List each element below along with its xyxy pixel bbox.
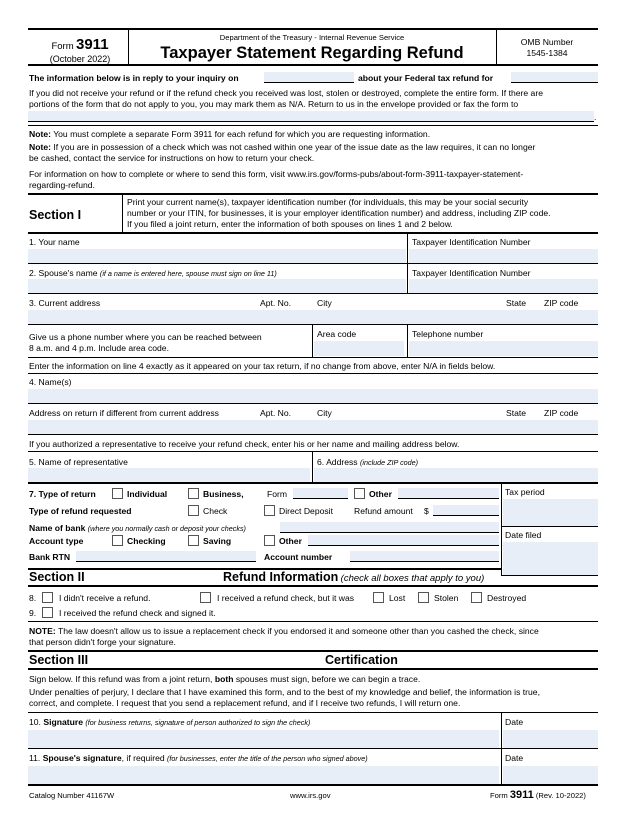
destroyed-label: Destroyed xyxy=(487,593,527,603)
note-1-text: You must complete a separate Form 3911 for each refund for which you are requesting information. xyxy=(53,129,431,139)
city-2-label: City xyxy=(317,408,332,418)
phone-instr-2: 8 a.m. and 4 p.m. Include area code. xyxy=(29,343,169,353)
line-6-text: 6. Address xyxy=(317,457,358,467)
form-word: Form xyxy=(51,41,74,52)
rep-name-field[interactable] xyxy=(28,468,310,482)
refund-amount-field[interactable] xyxy=(433,505,499,516)
bank-name-note: (where you normally cash or deposit your checks) xyxy=(87,524,246,533)
divider-rep xyxy=(312,452,313,482)
certification-heading: Certification xyxy=(325,653,398,667)
rule-line-4-instr xyxy=(28,373,598,374)
note-2-line-1: If you are in possession of a check which was not cashed within one year of the issue date as the law requires, it can no longer xyxy=(53,142,536,152)
spouse-name-field[interactable] xyxy=(28,279,406,293)
rule-phone xyxy=(28,357,598,358)
form-date: (October 2022) xyxy=(49,53,111,64)
rule-return-address xyxy=(28,434,598,435)
section-2-note-line-1: The law doesn't allow us to issue a replacement check if you endorsed it and someone other than you cashed the check, since xyxy=(57,626,539,636)
omb-number: 1545-1384 xyxy=(526,47,568,58)
rule-date-filed xyxy=(501,575,598,576)
tin-2-field[interactable] xyxy=(409,279,598,293)
refund-check-problem-label: I received a refund check, but it was xyxy=(217,593,355,603)
footer-form-id xyxy=(490,789,586,803)
rep-address-field[interactable] xyxy=(314,468,598,482)
checking-label: Checking xyxy=(127,536,166,546)
area-code-field[interactable] xyxy=(314,341,404,356)
perjury-line-2: correct, and complete. I request that you send a replacement refund, and if I receive two refunds, I will return one. xyxy=(29,698,461,708)
section-1-instr-1: Print your current name(s), taxpayer identification number (for individuals, this may be your social security xyxy=(127,197,529,207)
other-account-label: Other xyxy=(279,536,302,546)
tax-period-label: Tax period xyxy=(505,487,545,497)
line-10-note: (for business returns, signature of person authorized to sign the check) xyxy=(85,718,311,727)
form-title: Taxpayer Statement Regarding Refund xyxy=(160,44,464,62)
divider-line-7 xyxy=(501,483,502,576)
refund-info-note: (check all boxes that apply to you) xyxy=(340,573,485,584)
fax-number-field[interactable] xyxy=(28,111,597,122)
spouse-signature-field[interactable] xyxy=(28,766,499,784)
account-number-field[interactable] xyxy=(350,551,499,562)
omb-block xyxy=(496,37,598,58)
date-1-label: Date xyxy=(505,717,524,727)
bank-name-text: Name of bank xyxy=(29,523,86,533)
business-label: Business, xyxy=(203,489,244,499)
line-8-num: 8. xyxy=(29,593,37,603)
section-2-note-line-2: that person didn't forge your signature. xyxy=(29,637,176,647)
header-bottom-rule xyxy=(28,64,598,66)
signed-check-checkbox[interactable] xyxy=(42,607,53,618)
rule-line-10 xyxy=(28,748,598,749)
line-7-label: 7. Type of return xyxy=(29,489,96,499)
section-3-top-rule xyxy=(28,650,598,652)
your-name-field[interactable] xyxy=(28,249,406,263)
other-account-field[interactable] xyxy=(308,535,499,546)
no-refund-label: I didn't receive a refund. xyxy=(59,593,151,603)
section-2-title: Section II xyxy=(29,570,85,584)
line-11-num: 11. xyxy=(29,753,41,763)
section-1-top-rule xyxy=(28,193,598,195)
section-1-instr-2: number or your ITIN, for businesses, it is your employer identification number) and address, including ZIP code. xyxy=(127,208,551,218)
divider-telephone xyxy=(407,325,408,357)
inquiry-date-field[interactable] xyxy=(264,72,354,83)
bank-rtn-field[interactable] xyxy=(76,551,256,562)
telephone-field[interactable] xyxy=(409,341,598,356)
rule-line-3 xyxy=(28,324,598,325)
form-id-block xyxy=(40,36,120,65)
form-number: 3911 xyxy=(76,36,109,53)
stolen-label: Stolen xyxy=(434,593,459,603)
section-2-note-label: NOTE: xyxy=(29,626,56,636)
note-2-line-2: be cashed, contact the service for instructions on how to return your check. xyxy=(29,153,315,163)
line-1-label: 1. Your name xyxy=(29,237,80,247)
reply-mid: about your Federal tax refund for xyxy=(358,73,494,83)
line-2-label xyxy=(29,268,277,279)
rule-line-9 xyxy=(28,621,598,622)
line-6-note: (include ZIP code) xyxy=(360,458,419,467)
check-checkbox[interactable] xyxy=(188,505,199,516)
footer-form-word: Form xyxy=(490,791,508,800)
reply-lead: The information below is in reply to your inquiry on xyxy=(29,73,239,83)
intro-para-line-2: portions of the form that do not apply to you, you may mark them as N/A. Return to us in the envelope provided or fax the form to xyxy=(29,99,519,109)
note-2 xyxy=(29,142,535,153)
saving-checkbox[interactable] xyxy=(188,535,199,546)
perjury-line-1: Under penalties of perjury, I declare that I have examined this form, and to the best of my knowledge and belief, the information is true, xyxy=(29,687,540,697)
refund-info-heading: Refund Information xyxy=(223,570,339,584)
section-3-header-rule xyxy=(28,668,598,670)
return-names-field[interactable] xyxy=(28,389,598,403)
line-11-mid: , if required xyxy=(121,753,165,763)
rule-tax-period xyxy=(501,526,598,527)
sign-instr xyxy=(29,674,420,685)
date-1-field[interactable] xyxy=(503,730,598,748)
state-label: State xyxy=(506,298,527,308)
rule-intro xyxy=(28,125,598,126)
lost-checkbox[interactable] xyxy=(373,592,384,603)
other-return-label: Other xyxy=(369,489,392,499)
date-filed-field[interactable] xyxy=(503,542,598,575)
line-6-label xyxy=(317,457,418,468)
rule-line-6 xyxy=(28,482,598,484)
zip-label: ZIP code xyxy=(544,298,579,308)
line-11-note: (for businesses, enter the title of the person who signed above) xyxy=(167,754,368,763)
line-11-label xyxy=(29,753,368,764)
phone-instr-1: Give us a phone number where you can be reached between xyxy=(29,332,262,342)
other-account-checkbox[interactable] xyxy=(264,535,275,546)
bank-rtn-label: Bank RTN xyxy=(29,552,71,562)
state-2-label: State xyxy=(506,408,527,418)
check-label: Check xyxy=(203,506,228,516)
section-2-header-rule xyxy=(28,585,598,587)
rule-line-2 xyxy=(28,293,598,294)
signed-check-label: I received the refund check and signed it. xyxy=(59,608,216,618)
form-label: Form xyxy=(267,489,288,499)
top-rule xyxy=(28,28,598,30)
city-label: City xyxy=(317,298,332,308)
individual-label: Individual xyxy=(127,489,168,499)
other-return-field[interactable] xyxy=(398,488,499,499)
zip-2-label: ZIP code xyxy=(544,408,579,418)
info-line-2: regarding-refund. xyxy=(29,180,95,190)
apt-2-label: Apt. No. xyxy=(260,408,292,418)
bank-name-label xyxy=(29,523,246,534)
direct-deposit-checkbox[interactable] xyxy=(264,505,275,516)
other-return-checkbox[interactable] xyxy=(354,488,365,499)
line-4-instr: Enter the information on line 4 exactly as it appeared on your tax return, if no change from above, enter N/A in fields below. xyxy=(29,361,496,371)
line-10-text: Signature xyxy=(43,717,83,727)
area-code-label: Area code xyxy=(317,329,357,339)
signature-field[interactable] xyxy=(28,730,499,748)
section-1-instr-3: If you filed a joint return, enter the information of both spouses on lines 1 and 2 below. xyxy=(127,219,453,229)
note-1 xyxy=(29,129,430,140)
line-10-num: 10. xyxy=(29,717,41,727)
sign-instr-c: spouses must sign, before we can begin a trace. xyxy=(235,674,421,684)
rule-line-1 xyxy=(28,263,598,264)
line-9-num: 9. xyxy=(29,608,37,618)
account-type-label: Account type xyxy=(29,536,84,546)
bank-name-field[interactable] xyxy=(280,522,499,533)
no-refund-checkbox[interactable] xyxy=(42,592,53,603)
date-filed-label: Date filed xyxy=(505,530,542,540)
section-2-heading xyxy=(223,570,484,586)
refund-type-label: Type of refund requested xyxy=(29,506,132,516)
footer-form-number: 3911 xyxy=(509,789,534,801)
line-2-text: 2. Spouse's name xyxy=(29,268,98,278)
divider-phone xyxy=(312,325,313,357)
tin-2-label: Taxpayer Identification Number xyxy=(412,268,531,278)
checking-checkbox[interactable] xyxy=(112,535,123,546)
section-1-divider xyxy=(122,194,123,232)
account-number-label: Account number xyxy=(264,552,333,562)
date-2-field[interactable] xyxy=(503,766,598,784)
tin-1-label: Taxpayer Identification Number xyxy=(412,237,531,247)
telephone-label: Telephone number xyxy=(412,329,484,339)
refund-amount-label: Refund amount xyxy=(354,506,413,516)
line-10-label xyxy=(29,717,310,728)
rule-perjury xyxy=(28,712,598,713)
section-1-header-rule xyxy=(28,232,598,234)
irs-site: www.irs.gov xyxy=(290,791,331,800)
return-address-field[interactable] xyxy=(28,420,598,434)
rule-line-4 xyxy=(28,403,598,404)
line-4-label: 4. Name(s) xyxy=(29,377,72,387)
tax-period-field[interactable] xyxy=(503,499,598,526)
current-address-field[interactable] xyxy=(28,310,598,324)
intro-para-line-1: If you did not receive your refund or if the refund check you received was lost, stolen or destroyed, complete the entire form. If there are xyxy=(29,88,543,98)
fax-period: . xyxy=(594,112,597,122)
sign-instr-a: Sign below. If this refund was from a joint return, xyxy=(29,674,213,684)
dept-line: Department of the Treasury - Internal Revenue Service xyxy=(219,33,405,42)
section-2-note xyxy=(29,626,539,637)
note-2-label: Note: xyxy=(29,142,51,152)
apt-label: Apt. No. xyxy=(260,298,292,308)
direct-deposit-label: Direct Deposit xyxy=(279,506,333,516)
business-form-field[interactable] xyxy=(293,488,348,499)
sign-instr-b: both xyxy=(214,674,234,684)
line-5-label: 5. Name of representative xyxy=(29,457,128,467)
address-return-label: Address on return if different from current address xyxy=(29,408,219,418)
individual-checkbox[interactable] xyxy=(112,488,123,499)
line-11-text: Spouse's signature xyxy=(42,753,122,763)
divider-signature xyxy=(501,713,502,785)
section-1-title: Section I xyxy=(29,208,82,222)
dollar-sign: $ xyxy=(424,506,429,516)
section-3-bottom-rule xyxy=(28,784,598,786)
tax-year-field[interactable] xyxy=(511,72,598,83)
saving-label: Saving xyxy=(203,536,232,546)
rep-instr: If you authorized a representative to receive your refund check, enter his or her name and mailing address below. xyxy=(29,439,460,449)
section-3-title: Section III xyxy=(29,653,89,667)
line-3-label: 3. Current address xyxy=(29,298,101,308)
refund-check-problem-checkbox[interactable] xyxy=(200,592,211,603)
omb-label: OMB Number xyxy=(520,37,574,47)
rule-rep-instr xyxy=(28,451,598,452)
catalog-number: Catalog Number 41167W xyxy=(29,791,115,800)
business-checkbox[interactable] xyxy=(188,488,199,499)
date-2-label: Date xyxy=(505,753,524,763)
info-line-1: For information on how to complete or where to send this form, visit www.irs.gov/forms-pubs/about-form-3911-taxpayer-statement- xyxy=(29,169,524,179)
lost-label: Lost xyxy=(389,593,406,603)
stolen-checkbox[interactable] xyxy=(418,592,429,603)
destroyed-checkbox[interactable] xyxy=(471,592,482,603)
note-1-label: Note: xyxy=(29,129,51,139)
line-2-note: (if a name is entered here, spouse must sign on line 11) xyxy=(99,269,277,278)
tin-1-field[interactable] xyxy=(409,249,598,263)
footer-rev: (Rev. 10-2022) xyxy=(535,791,586,800)
